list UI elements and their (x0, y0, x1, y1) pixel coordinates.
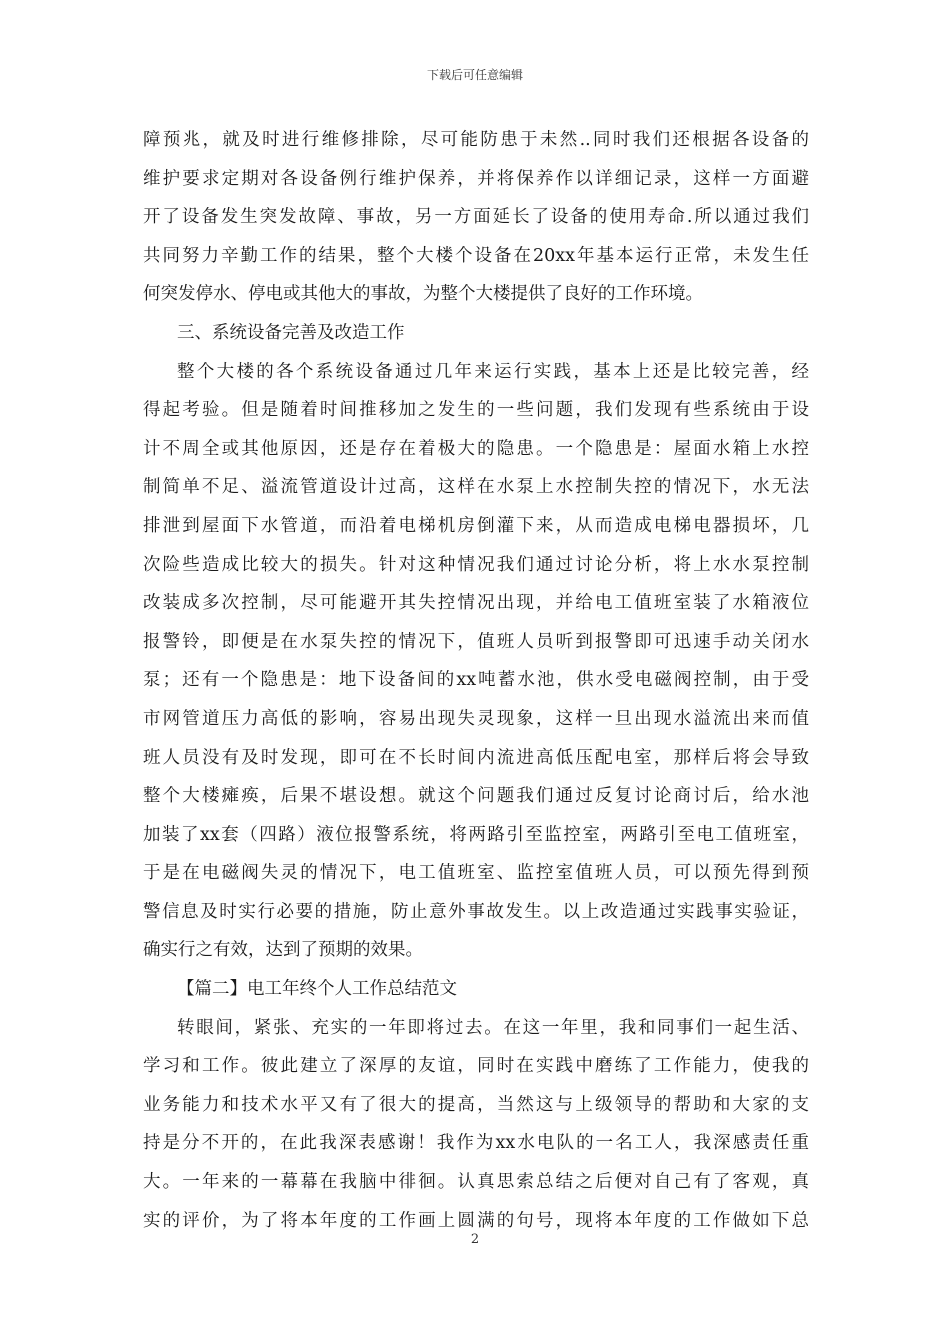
paragraph-line: 计不周全或其他原因，还是存在着极大的隐患。一个隐患是：屋面水箱上水控 (143, 438, 809, 459)
paragraph-line: 整个大楼瘫痪，后果不堪设想。就这个问题我们通过反复讨论商讨后，给水池 (143, 786, 809, 807)
paragraph-line: 整个大楼的各个系统设备通过几年来运行实践，基本上还是比较完善，经 (177, 361, 809, 382)
paragraph-line: 转眼间，紧张、充实的一年即将过去。在这一年里，我和同事们一起生活、 (177, 1017, 809, 1038)
paragraph-line: 得起考验。但是随着时间推移加之发生的一些问题，我们发现有些系统由于设 (143, 400, 809, 421)
paragraph-line: 确实行之有效，达到了预期的效果。 (143, 940, 423, 961)
page-number: 2 (470, 1232, 480, 1247)
paragraph-line: 班人员没有及时发现，即可在不长时间内流进高低压配电室，那样后将会导致 (143, 747, 809, 768)
paragraph-line: 障预兆，就及时进行维修排除，尽可能防患于未然..同时我们还根据各设备的 (143, 130, 809, 150)
paragraph-line: 共同努力辛勤工作的结果，整个大楼个设备在20xx年基本运行正常，未发生任 (143, 245, 809, 266)
paragraph-line: 泵；还有一个隐患是：地下设备间的xx吨蓄水池，供水受电磁阀控制，由于受 (143, 670, 809, 691)
paragraph-line: 开了设备发生突发故障、事故，另一方面延长了设备的使用寿命.所以通过我们 (143, 207, 809, 228)
paragraph-line: 于是在电磁阀失灵的情况下，电工值班室、监控室值班人员，可以预先得到预 (143, 863, 809, 884)
section-heading: 【篇二】电工年终个人工作总结范文 (177, 979, 457, 1000)
paragraph-line: 警信息及时实行必要的措施，防止意外事故发生。以上改造通过实践事实验证， (143, 901, 809, 922)
paragraph-line: 改装成多次控制，尽可能避开其失控情况出现，并给电工值班室装了水箱液位 (143, 593, 809, 614)
paragraph-line: 实的评价，为了将本年度的工作画上圆满的句号，现将本年度的工作做如下总 (143, 1210, 809, 1231)
paragraph-line: 加装了xx套（四路）液位报警系统，将两路引至监控室，两路引至电工值班室， (143, 824, 809, 845)
paragraph-line: 维护要求定期对各设备例行维护保养，并将保养作以详细记录，这样一方面避 (143, 168, 809, 189)
paragraph-line: 学习和工作。彼此建立了深厚的友谊，同时在实践中磨练了工作能力，使我的 (143, 1056, 809, 1077)
paragraph-line: 市网管道压力高低的影响，容易出现失灵现象，这样一旦出现水溢流出来而值 (143, 708, 809, 729)
paragraph-line: 业务能力和技术水平又有了很大的提高，当然这与上级领导的帮助和大家的支 (143, 1094, 809, 1115)
section-heading: 三、系统设备完善及改造工作 (177, 322, 405, 343)
paragraph-line: 排泄到屋面下水管道，而沿着电梯机房倒灌下来，从而造成电梯电器损坏，几 (143, 515, 809, 536)
page-header: 下载后可任意编辑 (426, 68, 523, 82)
paragraph-line: 何突发停水、停电或其他大的事故，为整个大楼提供了良好的工作环境。 (143, 284, 703, 305)
paragraph-line: 报警铃，即便是在水泵失控的情况下，值班人员听到报警即可迅速手动关闭水 (143, 631, 809, 652)
paragraph-line: 制简单不足、溢流管道设计过高，这样在水泵上水控制失控的情况下，水无法 (143, 477, 809, 498)
document-body (143, 121, 809, 1240)
paragraph-line: 大。一年来的一幕幕在我脑中徘徊。认真思索总结之后便对自己有了客观，真 (143, 1172, 809, 1193)
paragraph-line: 持是分不开的，在此我深表感谢！我作为xx水电队的一名工人，我深感责任重 (143, 1133, 809, 1154)
paragraph-line: 次险些造成比较大的损失。针对这种情况我们通过讨论分析，将上水水泵控制 (143, 554, 809, 575)
